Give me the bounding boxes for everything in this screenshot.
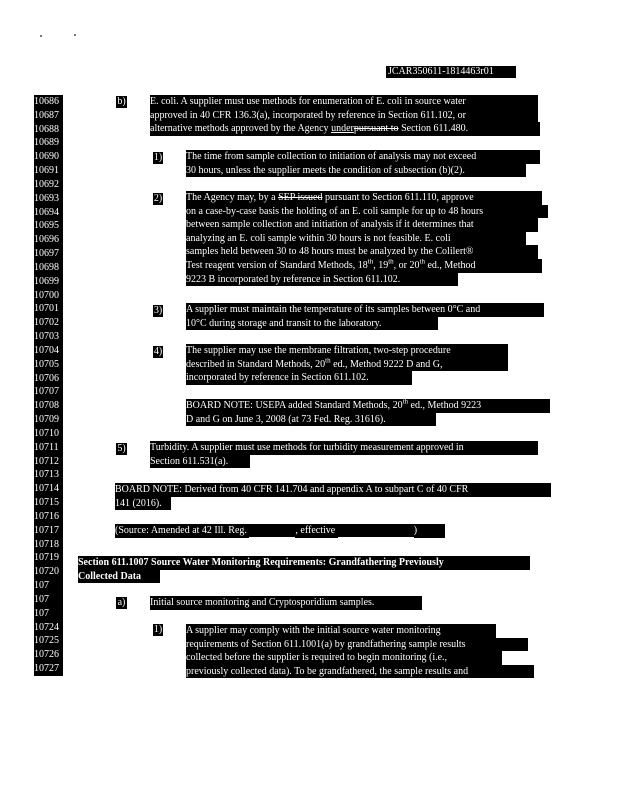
section-heading-611-1007 (78, 556, 530, 583)
line-number: 10687 (34, 109, 63, 123)
text-span: Test reagent version of Standard Methods, 18 (186, 259, 368, 271)
source-amendment-line (115, 524, 445, 538)
line-number: 10695 (34, 219, 63, 233)
text-line (150, 122, 540, 136)
line-number: 10715 (34, 496, 63, 510)
scan-speck (40, 35, 42, 37)
deleted-text: pursuant to (353, 123, 399, 135)
text-line: incorporated by reference in Section 611.102. (186, 371, 412, 385)
text-line: D and G on June 3, 2008 (at 73 Fed. Reg. 31616). (186, 413, 436, 427)
line-number: 10694 (34, 206, 63, 220)
scan-speck (74, 34, 76, 36)
marker-b3: 3) (153, 305, 163, 316)
text-span: ed., Method 9223 (408, 400, 482, 411)
text-line: samples held between 30 to 48 hours must be analyzed by the Colilert® (186, 245, 538, 259)
paragraph-b4 (186, 344, 508, 385)
paragraph-b2 (186, 191, 548, 286)
text-span: ed., Method (424, 259, 476, 271)
superscript: th (367, 258, 374, 266)
line-number: 10716 (34, 510, 63, 524)
superscript: th (402, 399, 409, 406)
text-line: previously collected data). To be grandfathered, the sample results and (186, 665, 534, 679)
text-line: BOARD NOTE: Derived from 40 CFR 141.704 and appendix A to subpart C of 40 CFR (115, 483, 551, 497)
register-blank (249, 525, 295, 538)
marker-a: a) (117, 597, 126, 608)
line-number: 10717 (34, 524, 63, 538)
inserted-text: under (331, 123, 354, 135)
line-number: 10727 (34, 662, 63, 676)
line-number: 10720 (34, 565, 63, 579)
document-id: JCAR350611-1814463r01 (386, 66, 516, 78)
line-number: 10702 (34, 316, 63, 330)
text-span: , effective (295, 525, 338, 536)
line-number: 10712 (34, 455, 63, 469)
line-number: 10701 (34, 302, 63, 316)
text-span: The Agency may, by a (186, 192, 279, 203)
text-line: Section 611.1007 Source Water Monitoring Requirements: Grandfathering Previously (78, 556, 530, 570)
line-number: 10724 (34, 621, 63, 635)
line-number: 10714 (34, 482, 63, 496)
text-line (186, 358, 508, 372)
line-number: 10719 (34, 551, 63, 565)
text-line (186, 259, 542, 273)
line-number: 107 (34, 607, 63, 621)
text-span: ) (413, 525, 418, 536)
text-line: E. coli. A supplier must use methods for enumeration of E. coli in source water (150, 95, 538, 109)
paragraph-b-ecoli (150, 95, 540, 136)
text-line (186, 191, 542, 205)
line-number: 10710 (34, 427, 63, 441)
text-line: Turbidity. A supplier must use methods for turbidity measurement approved in (150, 441, 538, 455)
line-number: 10726 (34, 648, 63, 662)
superscript: th (419, 258, 425, 266)
text-span: pursuant to Section 611.110, approve (322, 192, 474, 203)
board-note-2 (115, 483, 551, 510)
paragraph-a-initial-monitoring (150, 596, 422, 610)
text-line (115, 524, 445, 538)
text-line: requirements of Section 611.1001(a) by grandfathering sample results (186, 638, 528, 652)
line-number: 10703 (34, 330, 63, 344)
superscript: th (388, 258, 394, 266)
text-span: (Source: Amended at 42 Ill. Reg. (115, 525, 250, 536)
line-number: 10690 (34, 150, 63, 164)
superscript: th (325, 357, 331, 365)
line-number: 10708 (34, 399, 63, 413)
line-number: 10700 (34, 289, 63, 303)
marker-5: 5) (117, 443, 126, 454)
text-span: , or 20 (393, 259, 420, 271)
text-line: approved in 40 CFR 136.3(a), incorporated by reference in Section 611.102, or (150, 109, 538, 123)
line-number: 107 (34, 593, 63, 607)
text-line: A supplier may comply with the initial source water monitoring (186, 624, 496, 638)
text-line: Section 611.531(a). (150, 455, 250, 469)
line-number: 10696 (34, 233, 63, 247)
paragraph-b3 (186, 303, 544, 330)
line-number: 10707 (34, 385, 63, 399)
line-number: 10706 (34, 372, 63, 386)
line-number: 10697 (34, 247, 63, 261)
text-line: A supplier must maintain the temperature of its samples between 0°C and (186, 303, 544, 317)
marker-a1: 1) (153, 624, 163, 635)
line-number: 10691 (34, 164, 63, 178)
line-number: 10689 (34, 136, 63, 150)
text-line: analyzing an E. coli sample within 30 hours is not feasible. E. coli (186, 232, 526, 246)
text-line: 10°C during storage and transit to the laboratory. (186, 317, 438, 331)
text-line (186, 399, 550, 413)
line-number: 10711 (34, 441, 63, 455)
line-number: 10725 (34, 634, 63, 648)
marker-b4: 4) (153, 346, 163, 357)
text-span: BOARD NOTE: USEPA added Standard Methods, 20 (186, 400, 403, 411)
text-line: collected before the supplier is required to begin monitoring (i.e., (186, 651, 502, 665)
line-number: 10713 (34, 468, 63, 482)
marker-b: b) (117, 96, 126, 107)
text-line: 30 hours, unless the supplier meets the condition of subsection (b)(2). (186, 164, 526, 178)
text-line: Collected Data (78, 570, 160, 584)
text-span: described in Standard Methods, 20 (186, 358, 326, 370)
line-number: 10693 (34, 192, 63, 206)
board-note-1 (186, 399, 550, 426)
line-number: 10686 (34, 95, 63, 109)
paragraph-a1 (186, 624, 534, 678)
effective-date-blank (338, 525, 414, 538)
marker-b1: 1) (153, 152, 163, 163)
text-span: Section 611.480. (398, 123, 469, 135)
deleted-text: SEP issued (278, 192, 323, 203)
text-span: alternative methods approved by the Agency (150, 123, 332, 135)
line-number: 107 (34, 579, 63, 593)
marker-b2: 2) (153, 193, 163, 204)
text-line: on a case-by-case basis the holding of an E. coli sample for up to 48 hours (186, 205, 548, 219)
text-line: The time from sample collection to initiation of analysis may not exceed (186, 150, 540, 164)
line-number: 10698 (34, 261, 63, 275)
line-number: 10692 (34, 178, 63, 192)
text-line: The supplier may use the membrane filtration, two-step procedure (186, 344, 508, 358)
line-number: 10705 (34, 358, 63, 372)
line-number: 10699 (34, 275, 63, 289)
text-span: , 19 (373, 259, 389, 271)
line-number: 10718 (34, 538, 63, 552)
text-line: between sample collection and initiation of analysis if it determines that (186, 218, 538, 232)
line-number: 10709 (34, 413, 63, 427)
text-line: 9223 B incorporated by reference in Section 611.102. (186, 273, 458, 287)
line-number: 10704 (34, 344, 63, 358)
paragraph-5-turbidity (150, 441, 538, 468)
paragraph-b1 (186, 150, 540, 177)
text-line: 141 (2016). (115, 497, 171, 511)
text-line: Initial source monitoring and Cryptosporidium samples. (150, 596, 422, 610)
text-span: ed., Method 9222 D and G, (330, 358, 443, 370)
line-number: 10688 (34, 123, 63, 137)
